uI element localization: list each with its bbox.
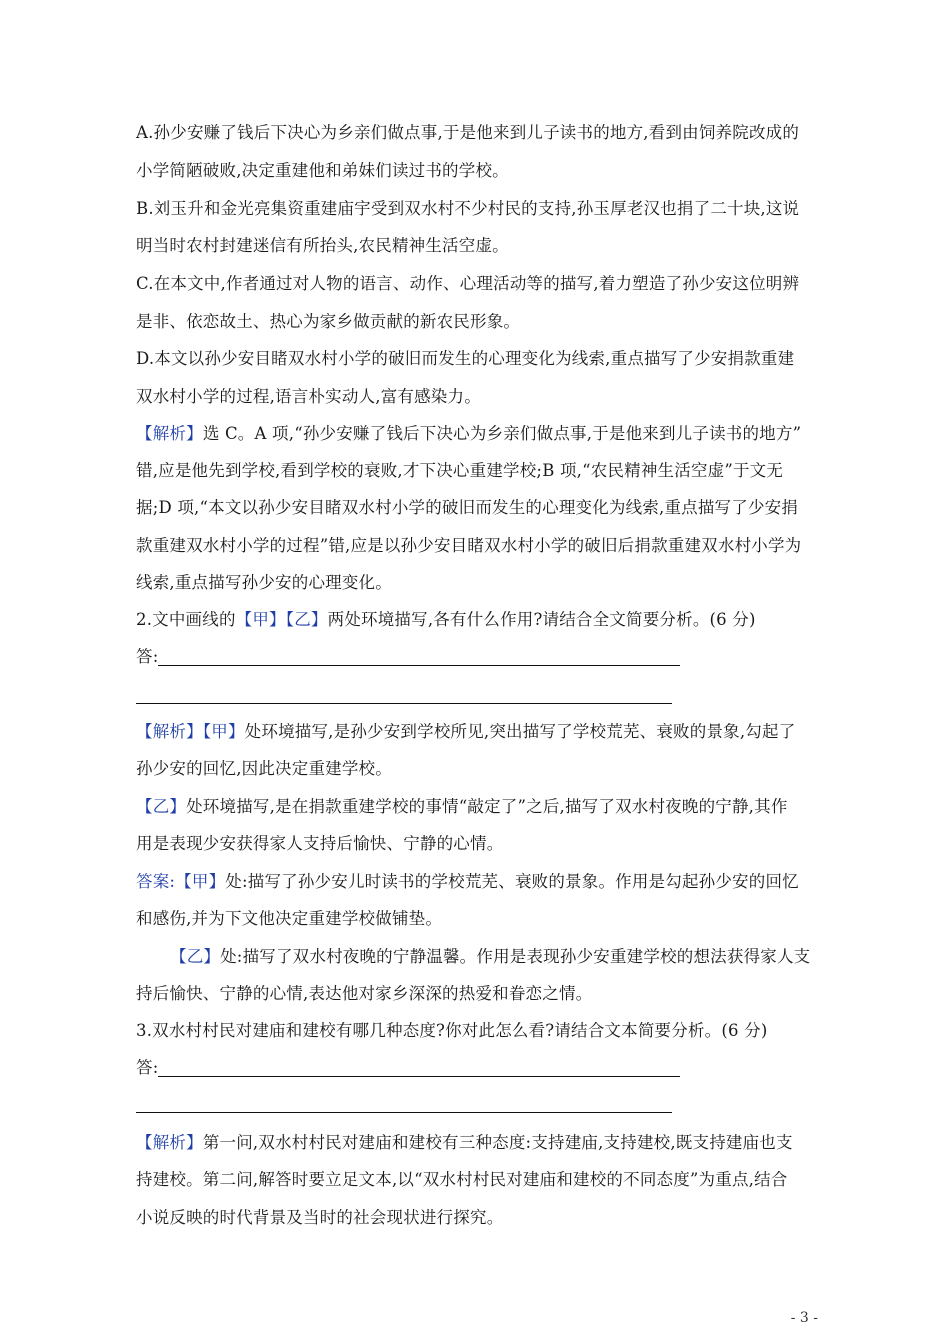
analysis-1-line-3: 据;D 项,“本文以孙少安目睹双水村小学的破旧而发生的心理变化为线索,重点描写了少安捐 bbox=[136, 498, 799, 517]
option-a-line-2: 小学简陋破败,决定重建他和弟妹们读过书的学校。 bbox=[136, 161, 509, 180]
option-b-line-1: B.刘玉升和金光亮集资重建庙宇受到双水村不少村民的支持,孙玉厚老汉也捐了二十块,这说 bbox=[136, 199, 800, 218]
answer-label-q3: 答: bbox=[136, 1058, 159, 1077]
analysis-2-line-4: 用是表现少安获得家人支持后愉快、宁静的心情。 bbox=[136, 834, 504, 853]
analysis-2-line-1: 【解析】【甲】处环境描写,是孙少安到学校所见,突出描写了学校荒芜、衰败的景象,勾起了 bbox=[136, 722, 796, 741]
option-c-line-1: C.在本文中,作者通过对人物的语言、动作、心理活动等的描写,着力塑造了孙少安这位明辨 bbox=[136, 274, 800, 293]
analysis-1-line-4: 款重建双水村小学的过程”错,应是以孙少安目睹双水村小学的破旧后捐款重建双水村小学为 bbox=[136, 536, 802, 555]
analysis-2-line-3: 【乙】处环境描写,是在捐款重建学校的事情“敲定了”之后,描写了双水村夜晚的宁静,其作 bbox=[136, 797, 788, 816]
option-b-line-2: 明当时农村封建迷信有所抬头,农民精神生活空虚。 bbox=[136, 236, 509, 255]
page-number: - 3 - bbox=[790, 1310, 818, 1326]
answer-2-line-3: 【乙】处:描写了双水村夜晚的宁静温馨。作用是表现孙少安重建学校的想法获得家人支 bbox=[170, 947, 811, 966]
option-c-line-2: 是非、依恋故土、热心为家乡做贡献的新农民形象。 bbox=[136, 312, 521, 331]
answer-line-q3-1[interactable] bbox=[158, 1076, 680, 1077]
answer-line-q2-1[interactable] bbox=[158, 665, 680, 666]
analysis-1-line-2: 错,应是他先到学校,看到学校的衰败,才下决心重建学校;B 项,“农民精神生活空虚”于文无 bbox=[136, 461, 784, 480]
answer-2-line-4: 持后愉快、宁静的心情,表达他对家乡深深的热爱和眷恋之情。 bbox=[136, 984, 593, 1003]
analysis-1-line-5: 线索,重点描写孙少安的心理变化。 bbox=[136, 573, 392, 592]
option-a-line-1: A.孙少安赚了钱后下决心为乡亲们做点事,于是他来到儿子读书的地方,看到由饲养院改成的 bbox=[136, 123, 800, 142]
analysis-1-line-1: 【解析】选 C。A 项,“孙少安赚了钱后下决心为乡亲们做点事,于是他来到儿子读书的地方” bbox=[136, 424, 802, 443]
option-d-line-1: D.本文以孙少安目睹双水村小学的破旧而发生的心理变化为线索,重点描写了少安捐款重建 bbox=[136, 349, 795, 368]
analysis-tag: 【解析】 bbox=[136, 424, 203, 443]
question-2: 2.文中画线的【甲】【乙】两处环境描写,各有什么作用?请结合全文简要分析。(6 分) bbox=[136, 610, 756, 629]
option-d-line-2: 双水村小学的过程,语言朴实动人,富有感染力。 bbox=[136, 387, 481, 406]
analysis-3-line-2: 持建校。第二问,解答时要立足文本,以“双水村村民对建庙和建校的不同态度”为重点,结合 bbox=[136, 1170, 788, 1189]
analysis-2-line-2: 孙少安的回忆,因此决定重建学校。 bbox=[136, 759, 392, 778]
answer-line-q3-2[interactable] bbox=[136, 1112, 672, 1113]
answer-2-line-1: 答案:【甲】处:描写了孙少安儿时读书的学校荒芜、衰败的景象。作用是勾起孙少安的回忆 bbox=[136, 872, 799, 891]
analysis-3-line-1: 【解析】第一问,双水村村民对建庙和建校有三种态度:支持建庙,支持建校,既支持建庙也支 bbox=[136, 1133, 793, 1152]
answer-label-q2: 答: bbox=[136, 647, 159, 666]
analysis-3-line-3: 小说反映的时代背景及当时的社会现状进行探究。 bbox=[136, 1208, 504, 1227]
answer-2-line-2: 和感伤,并为下文他决定重建学校做铺垫。 bbox=[136, 909, 443, 928]
question-3: 3.双水村村民对建庙和建校有哪几种态度?你对此怎么看?请结合文本简要分析。(6 分) bbox=[136, 1021, 768, 1040]
answer-line-q2-2[interactable] bbox=[136, 703, 672, 704]
